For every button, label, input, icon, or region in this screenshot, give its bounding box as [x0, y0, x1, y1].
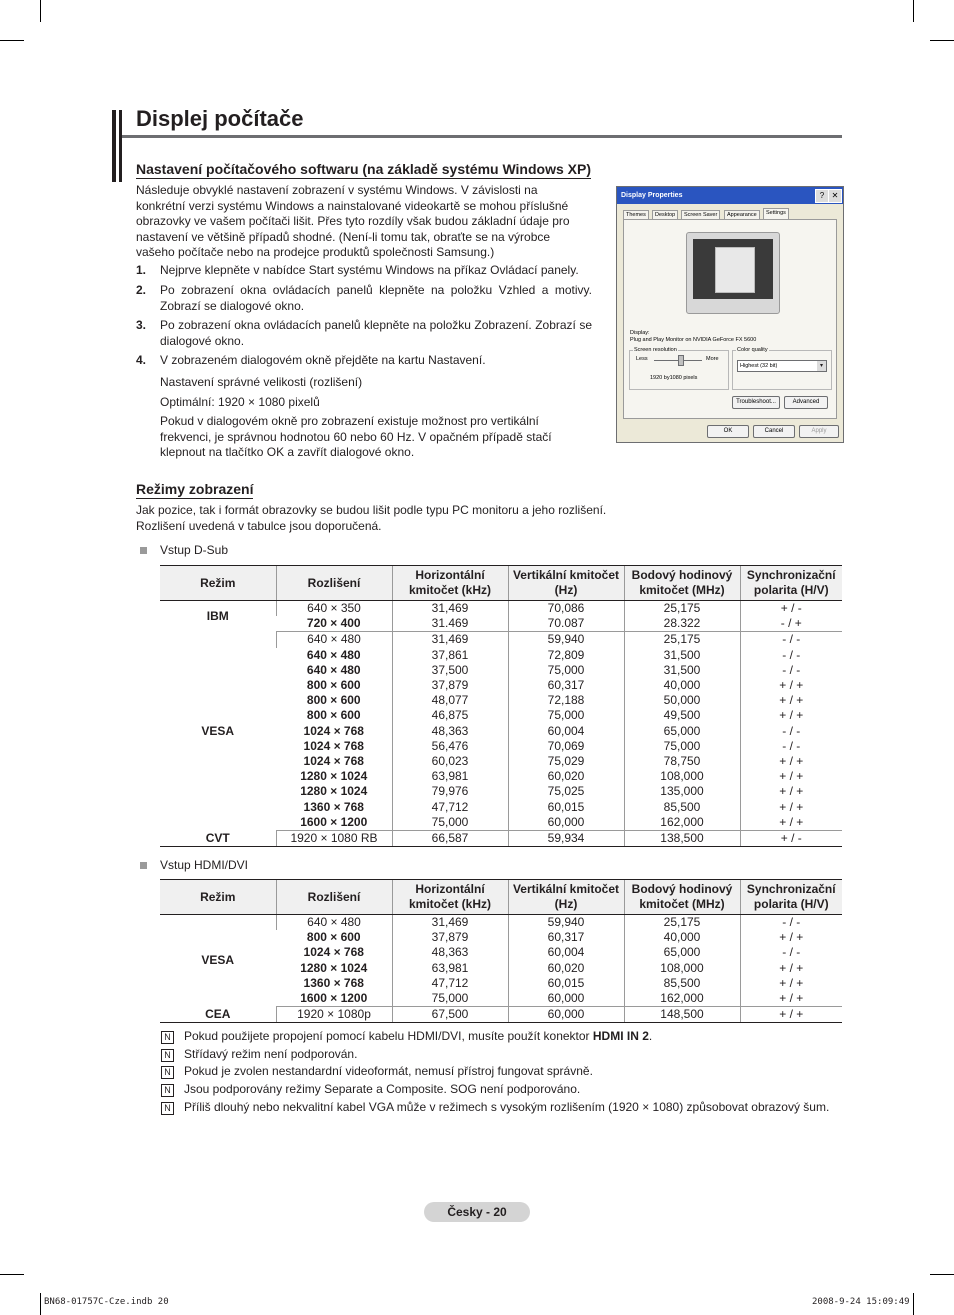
resolution-slider-thumb[interactable]: [678, 355, 684, 366]
sync-cell: + / +: [740, 769, 842, 784]
resolution-cell: 1600 × 1200: [276, 815, 392, 831]
vertical-cell: 60,317: [508, 678, 624, 693]
vertical-cell: 60,004: [508, 724, 624, 739]
header-mode: Režim: [160, 880, 276, 915]
header-horizontal: Horizontální kmitočet (kHz): [392, 566, 508, 601]
crop-mark: [930, 1274, 954, 1275]
display-properties-dialog: [616, 186, 844, 443]
note-icon: N: [161, 1066, 174, 1079]
horizontal-cell: 48,363: [392, 945, 508, 960]
apply-button[interactable]: Apply: [799, 425, 839, 438]
note-text: Pokud použijete propojení pomocí kabelu HDMI/DVI, musíte použít konektor HDMI IN 2.: [184, 1029, 653, 1043]
horizontal-cell: 66,587: [392, 831, 508, 847]
resolution-cell: 1280 × 1024: [300, 784, 368, 799]
table-row: [160, 915, 842, 931]
crop-mark: [0, 1274, 24, 1275]
sync-cell: + / -: [740, 601, 842, 617]
resolution-cell: 1280 × 1024: [300, 960, 368, 975]
header-sync-polarity: Synchronizační polarita (H/V): [740, 880, 842, 915]
resolution-cell: 1280 × 1024: [300, 769, 368, 784]
pixel-clock-cell: 108,000: [624, 961, 740, 976]
horizontal-cell: 31,469: [392, 915, 508, 931]
vertical-cell: 75,000: [508, 708, 624, 723]
step4-optimal-line: Optimální: 1920 × 1080 pixelů: [160, 395, 320, 409]
square-bullet-icon: [140, 862, 147, 869]
color-quality-select[interactable]: [737, 360, 827, 372]
sync-cell: - / -: [740, 724, 842, 739]
vertical-cell: 75,000: [508, 663, 624, 678]
crop-mark: [40, 0, 41, 22]
note-icon: N: [161, 1049, 174, 1062]
horizontal-cell: 31.469: [392, 616, 508, 632]
resolution-cell: 1920 × 1080p: [276, 1007, 392, 1023]
dialog-title: Display Properties: [621, 192, 683, 199]
sync-cell: + / +: [740, 800, 842, 815]
horizontal-cell: 37,879: [392, 930, 508, 945]
resolution-cell: 640 × 480: [306, 662, 361, 677]
tab-themes[interactable]: Themes: [623, 210, 649, 221]
dsub-table: [160, 565, 842, 847]
note-text: Pokud je zvolen nestandardní videoformát, nemusí přístroj fungovat správně.: [184, 1064, 593, 1078]
pixel-clock-cell: 50,000: [624, 693, 740, 708]
vertical-cell: 70,086: [508, 601, 624, 617]
horizontal-cell: 79,976: [392, 784, 508, 799]
step-number: 3.: [136, 318, 147, 332]
header-horizontal: Horizontální kmitočet (kHz): [392, 880, 508, 915]
resolution-cell: 800 × 600: [306, 708, 361, 723]
header-pixel-clock: Bodový hodinový kmitočet (MHz): [624, 880, 740, 915]
mode-cell: CVT: [160, 831, 276, 847]
sync-cell: - / -: [740, 632, 842, 648]
horizontal-cell: 46,875: [392, 708, 508, 723]
title-bar-decoration: [112, 110, 116, 182]
header-pixel-clock: Bodový hodinový kmitočet (MHz): [624, 566, 740, 601]
footer-file-info: BN68-01757C-Cze.indb 20: [44, 1297, 169, 1307]
resolution-cell: 800 × 600: [306, 678, 361, 693]
pixel-clock-cell: 135,000: [624, 784, 740, 799]
sync-cell: + / +: [740, 784, 842, 799]
horizontal-cell: 60,023: [392, 754, 508, 769]
sync-cell: + / +: [740, 693, 842, 708]
vertical-cell: 60,020: [508, 769, 624, 784]
chevron-down-icon[interactable]: ▾: [817, 361, 826, 371]
vertical-cell: 72,809: [508, 648, 624, 663]
sync-cell: + / +: [740, 991, 842, 1007]
tab-desktop[interactable]: Desktop: [652, 210, 678, 221]
step-number: 1.: [136, 263, 147, 277]
step-number: 2.: [136, 283, 147, 297]
sync-cell: + / -: [740, 831, 842, 847]
monitor-screen: [693, 239, 773, 299]
resolution-cell: 1024 × 768: [303, 723, 364, 738]
crop-mark: [913, 0, 914, 22]
horizontal-cell: 67,500: [392, 1007, 508, 1023]
pixel-clock-cell: 28.322: [624, 616, 740, 632]
sync-cell: + / +: [740, 708, 842, 723]
resolution-cell: 640 × 350: [276, 601, 392, 617]
pixel-clock-cell: 31,500: [624, 648, 740, 663]
note-icon: N: [161, 1084, 174, 1097]
cancel-button[interactable]: Cancel: [753, 425, 795, 438]
header-vertical: Vertikální kmitočet (Hz): [508, 566, 624, 601]
pixel-clock-cell: 85,500: [624, 800, 740, 815]
troubleshoot-button[interactable]: Troubleshoot...: [732, 396, 780, 409]
resolution-cell: 1600 × 1200: [276, 991, 392, 1007]
table-row: [160, 831, 842, 847]
vertical-cell: 60,004: [508, 945, 624, 960]
less-label: Less: [636, 356, 648, 362]
horizontal-cell: 37,500: [392, 663, 508, 678]
horizontal-cell: 47,712: [392, 800, 508, 815]
sync-cell: + / +: [740, 930, 842, 945]
table-row: [160, 1007, 842, 1023]
resolution-value: 1920 by1080 pixels: [650, 375, 698, 381]
resolution-cell: 640 × 480: [276, 915, 392, 931]
more-label: More: [706, 356, 719, 362]
sync-cell: + / +: [740, 1007, 842, 1023]
resolution-cell: 1024 × 768: [303, 738, 364, 753]
section-heading-software: Nastavení počítačového softwaru (na základě systému Windows XP): [136, 161, 591, 177]
crop-mark: [930, 40, 954, 41]
ok-button[interactable]: OK: [707, 425, 749, 438]
display-value: Plug and Play Monitor on NVIDIA GeForce FX 5600: [630, 337, 757, 343]
horizontal-cell: 63,981: [392, 961, 508, 976]
resolution-cell: 1024 × 768: [303, 754, 364, 769]
tab-appearance[interactable]: Appearance: [724, 210, 760, 221]
table-header-row: [160, 880, 842, 915]
settings-pane: [623, 219, 837, 419]
pixel-clock-cell: 85,500: [624, 976, 740, 991]
resolution-cell: 1024 × 768: [303, 945, 364, 960]
horizontal-cell: 56,476: [392, 739, 508, 754]
pixel-clock-cell: 25,175: [624, 632, 740, 648]
horizontal-cell: 31,469: [392, 601, 508, 617]
sync-cell: + / +: [740, 815, 842, 831]
sync-cell: + / +: [740, 754, 842, 769]
page-number: Česky - 20: [424, 1202, 530, 1222]
horizontal-cell: 37,879: [392, 678, 508, 693]
vertical-cell: 60,317: [508, 930, 624, 945]
crop-mark: [40, 1293, 41, 1315]
header-sync-polarity: Synchronizační polarita (H/V): [740, 566, 842, 601]
resolution-cell: 1360 × 768: [303, 975, 364, 990]
horizontal-cell: 63,981: [392, 769, 508, 784]
horizontal-cell: 31,469: [392, 632, 508, 648]
intro-paragraph: Následuje obvyklé nastavení zobrazení v systému Windows. V závislosti na konkrétní verzi systému Windows a nainstalované videokartě se mohou příslušné obrazovky ve vašem počítači lišit. Přes tyto rozdíly však budou základní údaje pro nastavení ve většině případů shodné. (Není-li tomu tak, obraťte se na výrobce vašeho počítače nebo na prodejce produktů společnosti Samsung.): [136, 183, 570, 259]
footer-timestamp: 2008-9-24 15:09:49: [812, 1297, 910, 1307]
step-number: 4.: [136, 353, 147, 367]
vertical-cell: 70,069: [508, 739, 624, 754]
vertical-cell: 70.087: [508, 616, 624, 632]
step4-frequency-note: Pokud v dialogovém okně pro zobrazení existuje možnost pro vertikální frekvenci, je správnou hodnotou 60 nebo 60 Hz. V opačném případě stačí klepnout na tlačítko OK a zavřít dialogové okno.: [160, 414, 552, 459]
dialog-title-bar: [617, 187, 843, 204]
title-rule: [122, 135, 842, 138]
sync-cell: - / -: [740, 945, 842, 960]
table-row: [160, 601, 842, 617]
horizontal-cell: 48,077: [392, 693, 508, 708]
step-text: Po zobrazení okna ovládacích panelů klepněte na položku Zobrazení. Zobrazí se dialogové okno.: [160, 318, 592, 348]
pixel-clock-cell: 65,000: [624, 945, 740, 960]
vertical-cell: 59,940: [508, 915, 624, 931]
step4-resolution-line: Nastavení správné velikosti (rozlišení): [160, 375, 363, 389]
vertical-cell: 59,940: [508, 632, 624, 648]
sync-cell: - / -: [740, 915, 842, 931]
resolution-cell: 1920 × 1080 RB: [276, 831, 392, 847]
display-label: Display:: [630, 330, 650, 336]
note-text: Příliš dlouhý nebo nekvalitní kabel VGA může v režimech s vysokým rozlišením (1920 × 1080) způsobovat obrazový šum.: [184, 1100, 830, 1114]
pixel-clock-cell: 78,750: [624, 754, 740, 769]
mode-cell: VESA: [201, 953, 235, 968]
sync-cell: - / -: [740, 739, 842, 754]
header-resolution: Rozlišení: [276, 566, 392, 601]
mode-cell: CEA: [160, 1007, 276, 1023]
resolution-cell: 640 × 480: [276, 632, 392, 648]
vertical-cell: 60,000: [508, 815, 624, 831]
pixel-clock-cell: 49,500: [624, 708, 740, 723]
vertical-cell: 59,934: [508, 831, 624, 847]
sync-cell: - / +: [740, 616, 842, 632]
tab-screen-saver[interactable]: Screen Saver: [681, 210, 720, 221]
resolution-cell: 640 × 480: [306, 647, 361, 662]
sync-cell: + / +: [740, 961, 842, 976]
horizontal-cell: 47,712: [392, 976, 508, 991]
vertical-cell: 60,020: [508, 961, 624, 976]
vertical-cell: 72,188: [508, 693, 624, 708]
close-icon[interactable]: ✕: [828, 189, 842, 203]
vertical-cell: 75,029: [508, 754, 624, 769]
square-bullet-icon: [140, 547, 147, 554]
pixel-clock-cell: 162,000: [624, 815, 740, 831]
step-text: Nejprve klepněte v nabídce Start systému Windows na příkaz Ovládací panely.: [160, 263, 579, 277]
pixel-clock-cell: 138,500: [624, 831, 740, 847]
header-mode: Režim: [160, 566, 276, 601]
color-quality-value: Highest (32 bit): [740, 363, 778, 369]
pixel-clock-cell: 75,000: [624, 739, 740, 754]
section-heading-modes: Režimy zobrazení: [136, 481, 254, 497]
pixel-clock-cell: 108,000: [624, 769, 740, 784]
sync-cell: - / -: [740, 648, 842, 663]
vertical-cell: 75,025: [508, 784, 624, 799]
mode-cell: IBM: [206, 608, 229, 623]
step-text: V zobrazeném dialogovém okně přejděte na kartu Nastavení.: [160, 353, 486, 367]
crop-mark: [913, 1293, 914, 1315]
title-bar-decoration: [119, 110, 122, 182]
pixel-clock-cell: 25,175: [624, 915, 740, 931]
vertical-cell: 60,000: [508, 991, 624, 1007]
horizontal-cell: 48,363: [392, 724, 508, 739]
note-text: Střídavý režim není podporován.: [184, 1047, 358, 1061]
horizontal-cell: 75,000: [392, 991, 508, 1007]
advanced-button[interactable]: Advanced: [784, 396, 828, 409]
mini-window: [715, 247, 755, 293]
vertical-cell: 60,000: [508, 1007, 624, 1023]
pixel-clock-cell: 31,500: [624, 663, 740, 678]
vertical-cell: 60,015: [508, 976, 624, 991]
note-icon: N: [161, 1031, 174, 1044]
step-text: Po zobrazení okna ovládacích panelů klepněte na položku Vzhled a motivy. Zobrazí se dialogové okno.: [160, 283, 592, 313]
hdmi-table: [160, 879, 842, 1023]
resolution-group-label: Screen resolution: [634, 347, 677, 353]
help-icon[interactable]: ?: [815, 189, 829, 203]
pixel-clock-cell: 162,000: [624, 991, 740, 1007]
sync-cell: - / -: [740, 663, 842, 678]
color-group-label: Color quality: [737, 347, 768, 353]
resolution-cell: 720 × 400: [276, 616, 392, 632]
pixel-clock-cell: 40,000: [624, 930, 740, 945]
page-title: Displej počítače: [136, 106, 304, 131]
resolution-cell: 1360 × 768: [303, 799, 364, 814]
note-icon: N: [161, 1102, 174, 1115]
pixel-clock-cell: 40,000: [624, 678, 740, 693]
pixel-clock-cell: 25,175: [624, 601, 740, 617]
modes-intro: Jak pozice, tak i formát obrazovky se budou lišit podle typu PC monitoru a jeho rozlišení. Rozlišení uvedená v tabulce jsou doporučená.: [136, 503, 607, 533]
resolution-cell: 800 × 600: [306, 930, 361, 945]
dsub-label: Vstup D-Sub: [160, 543, 229, 557]
hdmi-label: Vstup HDMI/DVI: [160, 858, 249, 872]
crop-mark: [0, 40, 24, 41]
table-header-row: [160, 566, 842, 601]
table-row: [160, 632, 842, 648]
monitor-illustration: [686, 232, 780, 314]
tab-settings[interactable]: Settings: [763, 208, 789, 220]
note-text: Jsou podporovány režimy Separate a Composite. SOG není podporováno.: [184, 1082, 581, 1096]
sync-cell: + / +: [740, 678, 842, 693]
pixel-clock-cell: 65,000: [624, 724, 740, 739]
mode-cell: VESA: [201, 723, 235, 738]
vertical-cell: 60,015: [508, 800, 624, 815]
horizontal-cell: 37,861: [392, 648, 508, 663]
header-vertical: Vertikální kmitočet (Hz): [508, 880, 624, 915]
sync-cell: + / +: [740, 976, 842, 991]
header-resolution: Rozlišení: [276, 880, 392, 915]
horizontal-cell: 75,000: [392, 815, 508, 831]
pixel-clock-cell: 148,500: [624, 1007, 740, 1023]
resolution-cell: 800 × 600: [306, 693, 361, 708]
